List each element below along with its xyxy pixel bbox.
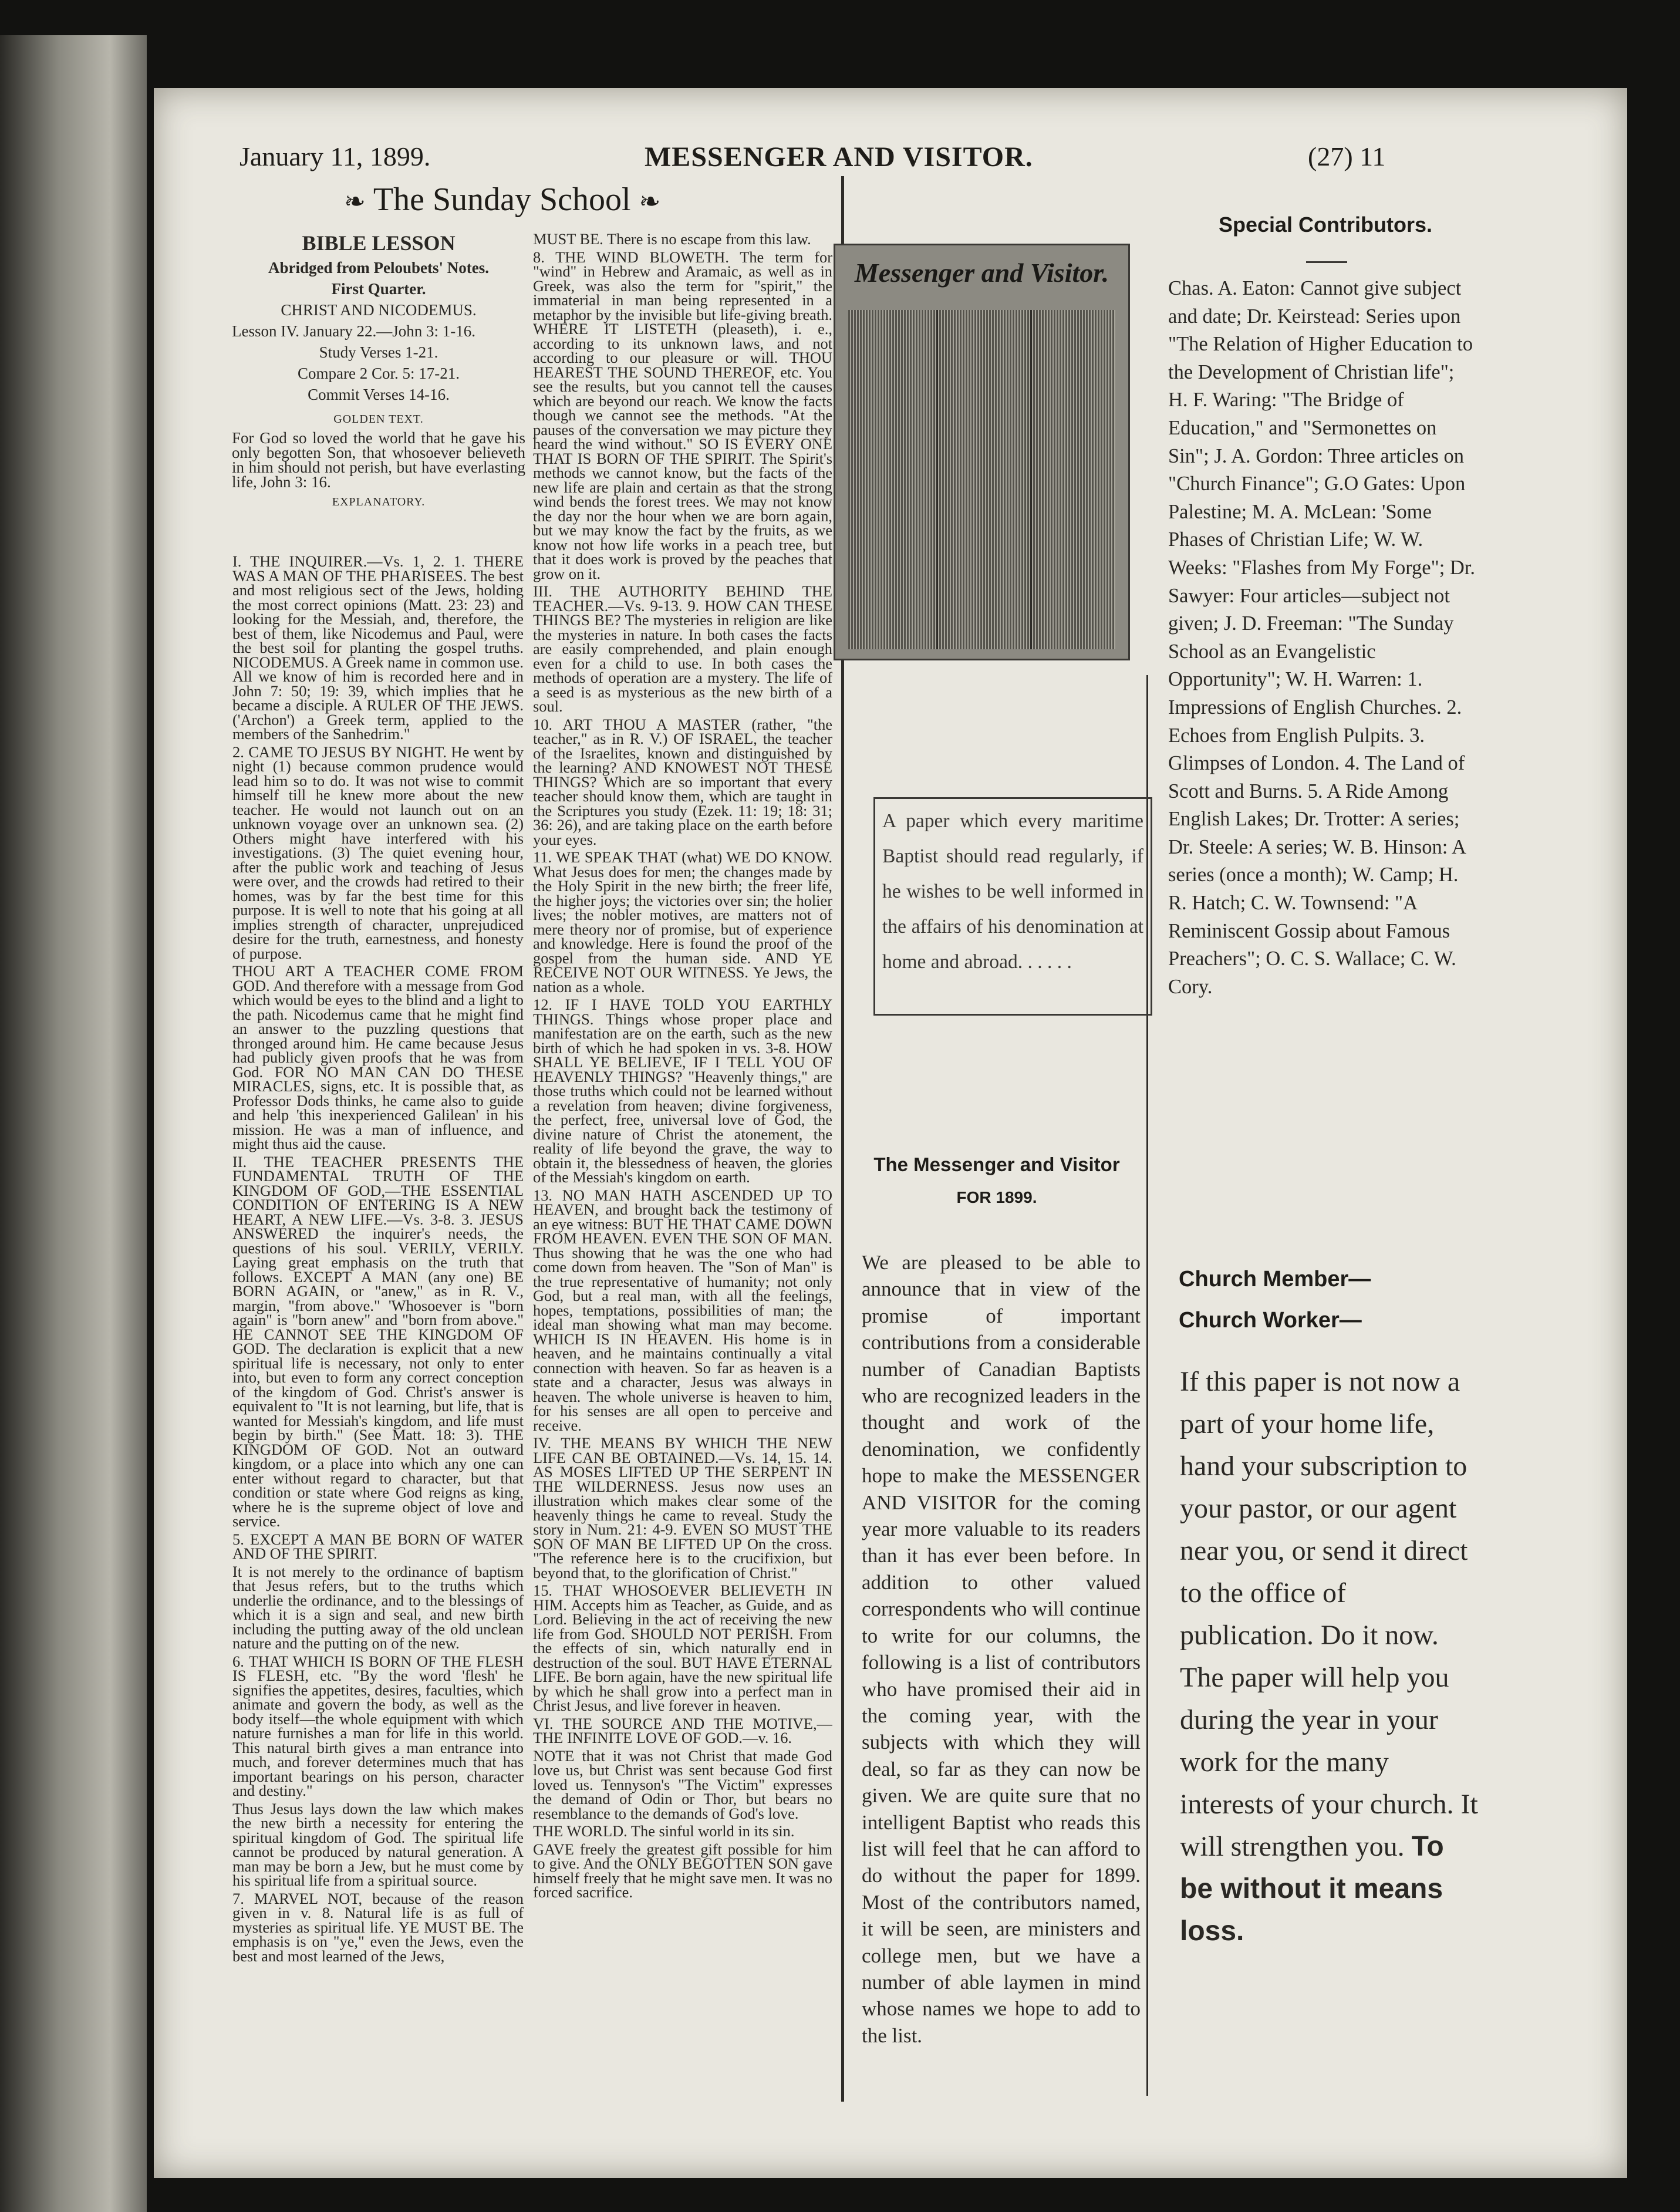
lesson-paragraph: 2. CAME TO JESUS BY NIGHT. He went by night (1) because common prudence would lead him so to do. It was not wise to commit himself till he knew more about the new teacher. He would not launch out on an unknown voyage over an unknown sea. (2) Others might have interfered with his investigations. (3) The quiet evening hour, after the public work and teaching of Jesus were over, and the crowds had retired to their homes, was by far the best time for this purpose. It is well to note that his going at all implies strength of character, unprejudiced desire for the truth, earnestness, and honesty of purpose.	[232, 743, 524, 962]
lesson-paragraph: THOU ART A TEACHER COME FROM GOD. And therefore with a message from God which would be eyes to the blind and a light to the path. Nicodemus came that he might find an answer to the puzzling questions that thronged around him. He came because Jesus had publicly given proofs that he was from God. FOR NO MAN CAN DO THESE MIRACLES, signs, etc. It is possible that, as Professor Dods thinks, he came also to guide and help 'this inexperienced Galilean' in his mission. He was a man of influence, and might thus aid the cause.	[232, 962, 524, 1152]
appeal-line-member: Church Member—	[1179, 1267, 1371, 1292]
leaf-ornament-icon: ❧	[639, 187, 661, 216]
lesson-subject: CHRIST AND NICODEMUS.	[281, 301, 477, 319]
lesson-column-2	[533, 232, 832, 2105]
section-title-text: The Sunday School	[373, 181, 631, 218]
lesson-paragraph: Thus Jesus lays down the law which makes the new birth a necessity for entering the spiritual kingdom of God. The spiritual life cannot be produced by natural generation. A man may be born a Jew, but he must come by his spiritual life from a spiritual source.	[232, 1799, 524, 1889]
lesson-paragraph: It is not merely to the ordinance of baptism that Jesus refers, but to the truths which underlie the ordinance, and to the blessings of which it is a sign and seal, and new birth including the putting away of the old unclean nature and the putting on of the new.	[232, 1562, 524, 1652]
lesson-paragraph: 8. THE WIND BLOWETH. The term for "wind" in Hebrew and Aramaic, as well as in Greek, was also the term for "spirit," the immaterial in man being represented in a metaphor by the invisible but life-giving breath. WHERE IT LISTETH (pleaseth), i. e., according to its unknown laws, and not according to our pleasure or will. THOU HEAREST THE SOUND THEREOF, etc. You see the results, but you cannot tell the causes which are beyond our reach. We know the facts though we cannot see the methods. "At the pauses of the conversation we may picture they heard the wind without." SO IS EVERY ONE THAT IS BORN OF THE SPIRIT. The Spirit's methods we cannot know, but the facts of the new life are plain and certain as that the strong wind bends the forest trees. We may not know the day nor the hour when we are born again, but we may know the fact by the fruits, as we know not how life works in a peach tree, but that it does work is proved by the peaches that grow on it.	[533, 248, 832, 582]
lesson-column-1	[232, 554, 524, 2104]
lesson-paragraph: 5. EXCEPT A MAN BE BORN OF WATER AND OF THE SPIRIT.	[232, 1530, 524, 1562]
contributors-list: Chas. A. Eaton: Cannot give subject and date; Dr. Keirstead: Series upon "The Relation of Higher Education to the Development of Christian life"; H. F. Waring: "The Bridge of Education," and "Sermonettes on Sin"; J. A. Gordon: Three articles on "Church Finance"; G.O Gates: Upon Palestine; M. A. McLean: 'Some Phases of Christian Life; W. W. Weeks: "Flashes from My Forge"; Dr. Sawyer: Four articles—subject not given; J. D. Freeman: "The Sunday School as an Evangelistic Opportunity"; W. H. Warren: 1. Impressions of English Churches. 2. Echoes from English Pulpits. 3. Glimpses of London. 4. The Land of Scott and Burns. 5. A Ride Among English Lakes; Dr. Trotter: A series; Dr. Steele: A series; W. B. Hinson: A series (once a month); W. Camp; H. R. Hatch; C. W. Townsend: "A Reminiscent Gossip about Famous Preachers"; O. C. S. Wallace; C. W. Cory.	[1168, 277, 1476, 998]
lesson-paragraph: MUST BE. There is no escape from this law.	[533, 232, 811, 248]
header-page-number: (27) 11	[1308, 141, 1386, 171]
appeal-emphasis: To be without it means loss.	[1180, 1831, 1444, 1947]
lesson-source: Abridged from Peloubets' Notes.	[268, 259, 489, 276]
masthead-thumbnail	[834, 244, 1130, 660]
lesson-paragraph: 12. IF I HAVE TOLD YOU EARTHLY THINGS. Things whose proper place and manifestation are on the earth, such as the new birth of which he had spoken in vs. 3-8. HOW SHALL YE BELIEVE, IF I TELL YOU OF HEAVENLY THINGS? "Heavenly things," are those truths which could not be learned without a revelation from heaven; divine forgiveness, the perfect, free, universal love of God, the divine nature of Christ the atonement, the reality of life beyond the grave, the way to obtain it, the blessedness of heaven, the glories of the Messiah's kingdom on earth.	[533, 996, 832, 1186]
lesson-paragraph: GAVE freely the greatest gift possible for him to give. And the ONLY BEGOTTEN SON gave himself freely that he might save men. It was no forced sacrifice.	[533, 1840, 832, 1901]
lesson-paragraph: THE WORLD. The sinful world in its sin.	[533, 1822, 795, 1840]
masthead-columns-image	[848, 310, 1115, 649]
lesson-paragraph: 7. MARVEL NOT, because of the reason given in v. 8. Natural life is as full of mysteries as spiritual life. YE MUST BE. The emphasis is on "ye," even the Jews, even the best and most learned of the Jews,	[232, 1889, 524, 1965]
lesson-paragraph: 11. WE SPEAK THAT (what) WE DO KNOW. What Jesus does for men; the changes made by the Holy Spirit in the new birth; the freer life, the higher joys; the victories over sin; the holier lives; the nobler motives, are matters not of mere theory nor of promise, but of experience and knowledge. Here is found the proof of the gospel from the human side. AND YE RECEIVE NOT OUR WITNESS. Ye Jews, the nation as a whole.	[533, 848, 832, 996]
contributors-title: Special Contributors.	[1218, 213, 1433, 237]
header-date: January 11, 1899.	[239, 141, 431, 171]
lesson-paragraph: IV. THE MEANS BY WHICH THE NEW LIFE CAN BE OBTAINED.—Vs. 14, 15. 14. AS MOSES LIFTED UP THE SERPENT IN THE WILDERNESS. Jesus now uses an illustration which makes clear some of the heavenly things he came to reveal. Study the story in Num. 21: 4-9. EVEN SO MUST THE SON OF MAN BE LIFTED UP On the cross. "The reference here is to the crucifixion, but beyond that, to the glorification of Christ."	[533, 1434, 832, 1582]
golden-text: For God so loved the world that he gave his only begotten Son, that whosoever believeth in him should not perish, but have everlasting life, John 3: 16.	[232, 429, 525, 491]
lesson-commit: Commit Verses 14-16.	[308, 386, 450, 403]
lesson-paragraph: 15. THAT WHOSOEVER BELIEVETH IN HIM. Accepts him as Teacher, as Guide, and as Lord. Believing in the act of receiving the new life from God. SHOULD NOT PERISH. From the effects of sin, which naturally end in destruction of the soul. BUT HAVE ETERNAL LIFE. Be born again, have the new spiritual life by which he shall grow into a perfect man in Christ Jesus, and live forever in heaven.	[533, 1582, 832, 1714]
lesson-paragraph: 13. NO MAN HATH ASCENDED UP TO HEAVEN, and brought back the testimony of an eye witness: BUT HE THAT CAME DOWN FROM HEAVEN. EVEN THE SON OF MAN. Thus showing that he was the one who had come down from heaven. The "Son of Man" is the true representative of humanity; not only God, but a real man, with all the feelings, hopes, temptations, possibilities of man; the ideal man showing what man may become. WHICH IS IN HEAVEN. His home is in heaven, and he maintains continually a vital connection with heaven. So far as heaven is a state and a character, Jesus was always in heaven. The whole universe is heaven to him, for his senses are all open to perceive and receive.	[533, 1186, 832, 1434]
lesson-compare: Compare 2 Cor. 5: 17-21.	[298, 365, 460, 382]
appeal-body	[1180, 1361, 1482, 2007]
header-title: MESSENGER AND VISITOR.	[645, 141, 1033, 173]
announcement-subtitle: FOR 1899.	[956, 1188, 1037, 1206]
lesson-paragraph: NOTE that it was not Christ that made God love us, but Christ was sent because God first loved us. Tennyson's "The Victim" expresses the demand of Odin or Thor, but bears no resemblance to the demands of God's love.	[533, 1746, 832, 1822]
divider	[1306, 261, 1347, 263]
explanatory-label: EXPLANATORY.	[332, 495, 426, 508]
lesson-header	[232, 229, 525, 514]
lesson-paragraph: I. THE INQUIRER.—Vs. 1, 2. 1. THERE WAS A MAN OF THE PHARISEES. The best and most religious sect of the Jews, holding the most correct opinions (Matt. 23: 23) and looking for the Messiah, and, therefore, the best of them, like Nicodemus and Paul, were the best soil for planting the gospel truths. NICODEMUS. A Greek name in common use. All we know of him is recorded here and in John 7: 50; 19: 39, which implies that he became a disciple. A RULER OF THE JEWS. ('Archon') a Greek term, applied to the members of the Sanhedrim."	[232, 554, 524, 743]
lesson-paragraph: 10. ART THOU A MASTER (rather, "the teacher," as in R. V.) OF ISRAEL, the teacher of the Israelites, known and distinguished by the learning? AND KNOWEST NOT THESE THINGS? Which are so important that every teacher should know them, which are taught in the Scriptures you study (Ezek. 11: 19; 18: 31; 36: 26), and are taking place on the earth before your eyes.	[533, 715, 832, 848]
lesson-paragraph: II. THE TEACHER PRESENTS THE FUNDAMENTAL TRUTH OF THE KINGDOM OF GOD,—THE ESSENTIAL CONDITION OF ENTERING IS A NEW HEART, A NEW LIFE.—Vs. 3-8. 3. JESUS ANSWERED the inquirer's needs, the questions of his soul. VERILY, VERILY. Laying great emphasis on the truth that follows. EXCEPT A MAN (any one) BE BORN AGAIN, or "anew," as in R. V., margin, "from above." 'Whosoever is "born again" is "born anew" and "born from above." HE CANNOT SEE THE KINGDOM OF GOD. The declaration is explicit that a new spiritual life is necessary, not only to enter into, but even to form any correct conception of the kingdom of God. Christ's answer is equivalent to "It is not learning, but life, that is wanted for Messiah's kingdom, and life must begin by birth." (See Matt. 18: 3). THE KINGDOM OF GOD. Not an outward kingdom, or a place into which any one can enter without regard to character, but that condition or state where God reigns as king, where he is the supreme object of love and service.	[232, 1152, 524, 1530]
appeal-line-worker: Church Worker—	[1179, 1308, 1362, 1333]
section-title	[344, 181, 755, 218]
boxed-notice: A paper which every maritime Baptist should read regularly, if he wishes to be well informed in the affairs of his denomination at home and abroad. . . . . .	[873, 797, 1152, 1016]
announcement-title: The Messenger and Visitor	[873, 1154, 1120, 1175]
announcement-body: We are pleased to be able to announce that in view of the promise of important contributions from a considerable number of Canadian Baptists who are recognized leaders in the thought and work of the denomination, we confidently hope to make the MESSENGER AND VISITOR for the coming year more valuable to its readers than it has ever been before. In addition to other valued correspondents who will continue to write for our columns, the following is a list of contributors who have promised their aid in the coming year, with the subjects with which they will deal, so far as they can now be given. We are quite sure that no intelligent Baptist who reads this list will feel that he can afford to do without the paper for 1899. Most of the contributors named, it will be seen, are ministers and college men, but we have a number of able laymen in mind whose names we hope to add to the list.	[862, 1251, 1141, 2047]
leaf-ornament-icon: ❧	[344, 187, 366, 216]
appeal-text: If this paper is not now a part of your home life, hand your subscription to your pastor, or our agent near you, or send it direct to the office of publication. Do it now. The paper will help you during the year in your work for the many interests of your church. It will strengthen you.	[1180, 1366, 1478, 1862]
lesson-study: Study Verses 1-21.	[319, 343, 438, 361]
lesson-paragraph: 6. THAT WHICH IS BORN OF THE FLESH IS FLESH, etc. "By the word 'flesh' he signifies the appetites, desires, faculties, which animate and govern the body, as well as the body itself—the whole equipment with which nature furnishes a man for life in this world. This natural birth gives a man entrance into much, and forever determines much that has important bearings on his person, character and destiny."	[232, 1652, 524, 1799]
lesson-quarter: First Quarter.	[331, 280, 426, 298]
lesson-paragraph: VI. THE SOURCE AND THE MOTIVE,—THE INFINITE LOVE OF GOD.—v. 16.	[533, 1714, 832, 1746]
facing-page-edge	[0, 35, 147, 2212]
golden-text-label: GOLDEN TEXT.	[333, 413, 424, 426]
lesson-line: Lesson IV. January 22.—John 3: 1-16.	[232, 322, 475, 340]
lesson-paragraph: III. THE AUTHORITY BEHIND THE TEACHER.—Vs. 9-13. 9. HOW CAN THESE THINGS BE? The mysteries in religion are like the mysteries in nature. In both cases the facts are easily comprehended, and plain enough even for a child to use. In both cases the methods of operation are a mystery. The life of a seed is as mysterious as the new birth of a soul.	[533, 582, 832, 715]
masthead-title: Messenger and Visitor.	[854, 258, 1109, 288]
lesson-heading: BIBLE LESSON	[302, 231, 456, 255]
